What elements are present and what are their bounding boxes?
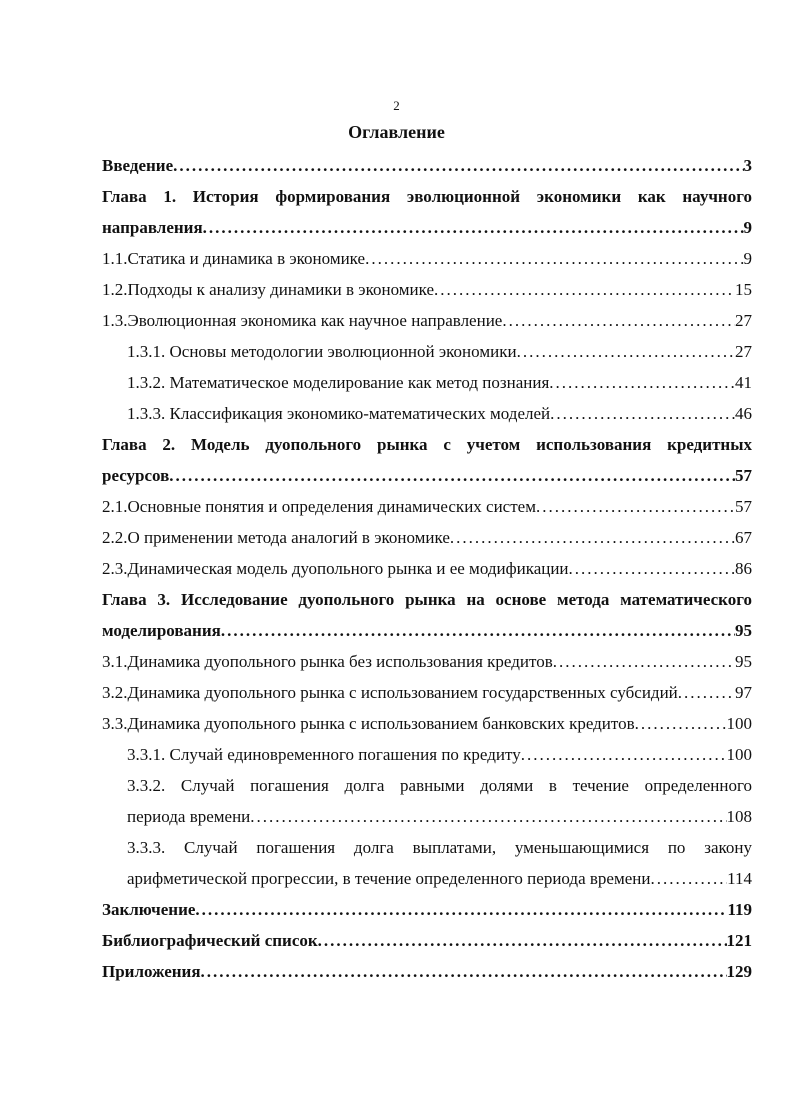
- toc-page-number: 67: [735, 528, 752, 547]
- toc-leader-dots: [450, 522, 735, 553]
- toc-page-number: 129: [726, 962, 752, 981]
- toc-entry-label: Глава 1. История формирования эволюционной экономики как научного: [102, 187, 752, 206]
- toc-entry-chapter-2[interactable]: [102, 429, 752, 491]
- toc-entry-label: 1.3.Эволюционная экономика как научное направление: [102, 311, 503, 330]
- toc-page-number: 119: [727, 900, 752, 919]
- toc-page-number: 57: [735, 466, 752, 485]
- toc-page-number: 95: [735, 652, 752, 671]
- toc-page-number: 57: [735, 497, 752, 516]
- toc-entry-label: Заключение: [102, 900, 196, 919]
- toc-entry-3-3-1[interactable]: [102, 739, 752, 770]
- toc-page-number: 95: [735, 621, 752, 640]
- toc-entry-3-3[interactable]: [102, 708, 752, 739]
- toc-leader-dots: [318, 925, 727, 956]
- toc-leader-dots: [434, 274, 735, 305]
- toc-entry-label: 3.3.2. Случай погашения долга равными долями в течение определенного: [127, 776, 752, 795]
- toc-leader-dots: [201, 956, 727, 987]
- toc-entry-bibliography[interactable]: [102, 925, 752, 956]
- toc-leader-dots: [521, 739, 727, 770]
- toc-entry-label-continuation: направления: [102, 218, 203, 237]
- toc-entry-3-1[interactable]: [102, 646, 752, 677]
- toc-entry-introduction[interactable]: [102, 150, 752, 181]
- toc-page-number: 86: [735, 559, 752, 578]
- toc-leader-dots: [536, 491, 735, 522]
- page-title: Оглавление: [348, 122, 445, 142]
- toc-entry-1-2[interactable]: [102, 274, 752, 305]
- toc-entry-label-continuation: моделирования: [102, 621, 221, 640]
- toc-entry-3-3-3[interactable]: [102, 832, 752, 894]
- toc-page-number: 121: [726, 931, 752, 950]
- toc-leader-dots: [550, 398, 735, 429]
- toc-page-number: 3: [743, 156, 752, 175]
- toc-entry-label: Глава 2. Модель дуопольного рынка с учетом использования кредитных: [102, 435, 752, 454]
- toc-page-number: 27: [735, 311, 752, 330]
- toc-entry-label: Глава 3. Исследование дуопольного рынка на основе метода математического: [102, 590, 752, 609]
- toc-leader-dots: [549, 367, 735, 398]
- toc-leader-dots: [650, 863, 727, 894]
- toc-entry-label: Введение: [102, 156, 174, 175]
- toc-page-number: 9: [743, 218, 752, 237]
- toc-page-number: 97: [735, 683, 752, 702]
- toc-page-number: 100: [726, 745, 752, 764]
- toc-entry-label: 3.2.Динамика дуопольного рынка с использованием государственных субсидий: [102, 683, 678, 702]
- toc-entry-2-2[interactable]: [102, 522, 752, 553]
- toc-page-number: 41: [735, 373, 752, 392]
- toc-entry-label: 2.2.О применении метода аналогий в экономике: [102, 528, 450, 547]
- toc-entry-1-3-2[interactable]: [102, 367, 752, 398]
- toc-entry-label-continuation: ресурсов: [102, 466, 170, 485]
- toc-entry-label: Библиографический список: [102, 931, 318, 950]
- toc-entry-chapter-3[interactable]: [102, 584, 752, 646]
- toc-entry-label: 1.1.Статика и динамика в экономике: [102, 249, 366, 268]
- toc-page-number: 100: [726, 714, 752, 733]
- toc-leader-dots: [195, 894, 727, 925]
- toc-leader-dots: [173, 150, 743, 181]
- toc-leader-dots: [678, 677, 735, 708]
- toc-entry-1-3[interactable]: [102, 305, 752, 336]
- toc-leader-dots: [365, 243, 743, 274]
- toc-leader-dots: [502, 305, 735, 336]
- table-of-contents: [102, 150, 752, 987]
- toc-entry-chapter-1[interactable]: [102, 181, 752, 243]
- toc-leader-dots: [169, 460, 735, 491]
- toc-leader-dots: [635, 708, 727, 739]
- toc-entry-1-1[interactable]: [102, 243, 752, 274]
- toc-entry-conclusion[interactable]: [102, 894, 752, 925]
- toc-leader-dots: [203, 212, 744, 243]
- toc-entry-1-3-3[interactable]: [102, 398, 752, 429]
- toc-page-number: 46: [735, 404, 752, 423]
- toc-page-number: 27: [735, 342, 752, 361]
- toc-entry-label: 3.1.Динамика дуопольного рынка без использования кредитов: [102, 652, 553, 671]
- toc-entry-label: 1.3.2. Математическое моделирование как метод познания: [127, 373, 550, 392]
- toc-entry-label-continuation: периода времени: [127, 807, 251, 826]
- toc-page-number: 15: [735, 280, 752, 299]
- toc-entry-2-3[interactable]: [102, 553, 752, 584]
- toc-entry-3-2[interactable]: [102, 677, 752, 708]
- toc-entry-label: 1.2.Подходы к анализу динамики в экономике: [102, 280, 434, 299]
- toc-entry-label: 3.3.Динамика дуопольного рынка с использованием банковских кредитов: [102, 714, 635, 733]
- toc-leader-dots: [517, 336, 735, 367]
- toc-leader-dots: [569, 553, 735, 584]
- toc-entry-3-3-2[interactable]: [102, 770, 752, 832]
- toc-entry-label: 1.3.1. Основы методологии эволюционной экономики: [127, 342, 517, 361]
- toc-page-number: 108: [726, 807, 752, 826]
- toc-leader-dots: [250, 801, 726, 832]
- toc-entry-1-3-1[interactable]: [102, 336, 752, 367]
- toc-leader-dots: [221, 615, 735, 646]
- toc-entry-2-1[interactable]: [102, 491, 752, 522]
- toc-entry-label-continuation: арифметической прогрессии, в течение определенного периода времени: [127, 869, 651, 888]
- toc-page-number: 114: [727, 869, 752, 888]
- toc-entry-label: 3.3.1. Случай единовременного погашения по кредиту: [127, 745, 521, 764]
- toc-entry-label: 2.3.Динамическая модель дуопольного рынка и ее модификации: [102, 559, 569, 578]
- page-number: 2: [393, 98, 400, 113]
- toc-entry-label: 2.1.Основные понятия и определения динамических систем: [102, 497, 536, 516]
- toc-entry-label: 1.3.3. Классификация экономико-математических моделей: [127, 404, 551, 423]
- toc-entry-label: Приложения: [102, 962, 201, 981]
- toc-leader-dots: [553, 646, 735, 677]
- toc-page-number: 9: [743, 249, 752, 268]
- toc-entry-appendices[interactable]: [102, 956, 752, 987]
- toc-entry-label: 3.3.3. Случай погашения долга выплатами, уменьшающимися по закону: [127, 838, 752, 857]
